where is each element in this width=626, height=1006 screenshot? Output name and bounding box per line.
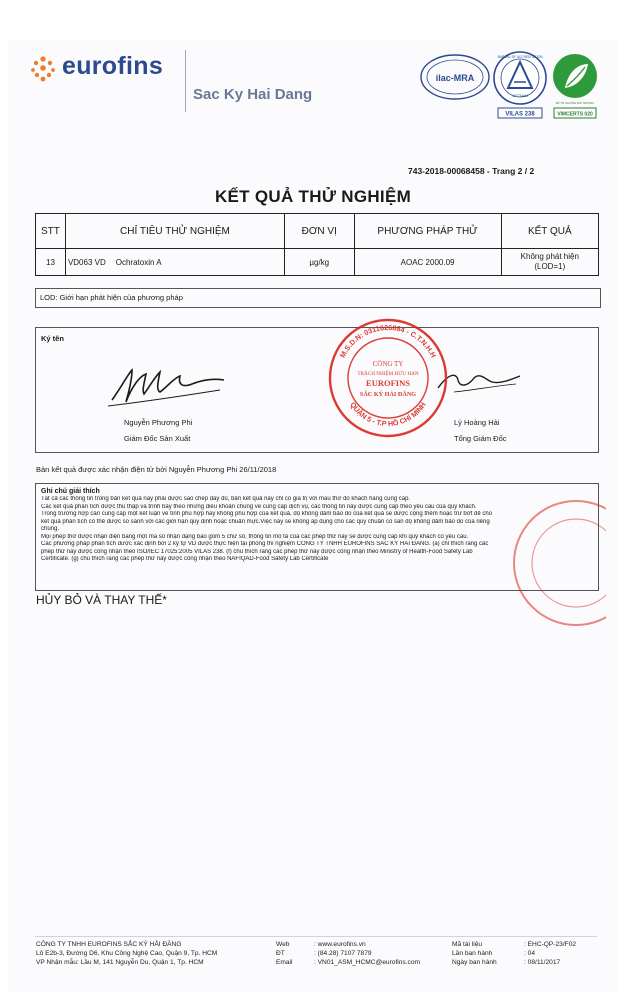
cell-method: AOAC 2000.09 <box>354 249 501 276</box>
eurofins-logo-icon <box>28 54 58 84</box>
logo-divider <box>185 50 186 112</box>
note-line: chúng. <box>41 526 60 532</box>
footer-email-label: Email <box>276 959 293 966</box>
left-signer-name: Nguyễn Phương Phi <box>124 418 193 427</box>
lod-note: LOD: Giới hạn phát hiện của phương pháp <box>35 288 601 308</box>
report-number: 743-2018-00068458 - Trang 2 / 2 <box>408 166 535 176</box>
footer-phone-label: ĐT <box>276 950 285 957</box>
cell-test-name: Ochratoxin A <box>108 249 285 276</box>
note-line: Các phương pháp phân tích được xác định bởi 2 ký tự VD được thực hiện tại phòng thí nghiệm CÔNG TY TNHH EUROFINS SẮC KÝ HẢI ĐĂNG. (a) chỉ thích rằng các <box>41 541 489 547</box>
seal-line-4: SẮC KÝ HẢI ĐĂNG <box>359 391 417 398</box>
seal-ring-bottom-text: QUẬN 5 - T.P HỒ CHÍ MINH <box>348 400 428 429</box>
note-line: Các kết quả phân tích được thu thập và trình bày theo những điều khoản chung về cung cấp dịch vụ, các thông tin này được cung cấp theo yêu cầu của quý khách. <box>41 503 477 510</box>
right-signer-name: Lý Hoàng Hải <box>454 418 500 427</box>
note-line: Mọi phép thử được nhận diện bằng một mã số nhận dạng bao gồm 5 chữ số, thông tin mô tả của các phép thử này sẽ được cung cấp khi quý khách có yêu cầu. <box>41 533 469 540</box>
note-line: phép thử này được công nhận theo ISO/IEC 17025:2005 VILAS 238. (f) chú thích rằng các phép thử này được công nhận theo Ministry of Health-Food Safety Lab <box>41 548 473 555</box>
cell-code: VD063 VD <box>65 249 107 276</box>
boa-text: BUREAU OF ACCREDITATION <box>497 55 543 59</box>
header-method: PHƯƠNG PHÁP THỬ <box>354 214 501 249</box>
cell-unit: µg/kg <box>284 249 354 276</box>
left-signature-image <box>102 356 232 412</box>
footer-issue-date-label: Ngày ban hành <box>452 959 497 966</box>
footer-edition-label: Lần ban hành <box>452 950 493 957</box>
footer-issue-date: : 08/11/2017 <box>524 959 561 966</box>
footer-email-link[interactable]: : VN01_ASM_HCMC@eurofins.com <box>314 959 420 966</box>
footer-edition: : 04 <box>524 950 535 957</box>
electronic-confirmation: Bản kết quả được xác nhận điện tử bởi Nguyễn Phương Phi 26/11/2018 <box>36 465 277 474</box>
footer-contact-labels <box>276 940 293 967</box>
document-page <box>8 40 618 992</box>
note-line: Trong trường hợp cần cung cấp một kết luận về tính phù hợp hay không phù hợp của kết quả, độ không đảm bảo đo của kết quả sẽ được cộng thêm hoặc trừ bớt để cho <box>41 511 493 517</box>
seal-ring-text: M.S.D.N: 0311626884 - C.T.N.H.H <box>337 322 439 360</box>
note-line: kết quả phân tích có thể được so sánh với các giới hạn quy định hoặc chuẩn mực.Việc này sẽ không áp dụng cho các quy chuẩn có sẵn độ không đảm bảo đo của riêng <box>41 518 490 525</box>
header-unit: ĐƠN VỊ <box>284 214 354 249</box>
footer-doc-code: : EHC-QP-23/F02 <box>524 941 577 948</box>
vimcerts-text: VIMCERTS 020 <box>557 111 593 118</box>
header-test-item: CHỈ TIÊU THỬ NGHIỆM <box>65 214 284 249</box>
footer-phone: : (84.28) 7107 7879 <box>314 950 372 957</box>
footer-doc-values <box>524 940 576 967</box>
footer-contact-values <box>314 940 420 967</box>
note-line: Tất cả các thông tin trong bản kết quả này phải được sao chép đầy đủ, bản kết quả này chỉ có giá trị với mẫu thử do khách hàng cung cấp. <box>41 496 411 502</box>
footer-company <box>36 940 217 967</box>
boa-badge <box>492 50 548 122</box>
partial-seal-mark <box>486 488 606 638</box>
header-stt: STT <box>36 214 66 249</box>
left-signer-position: Giám Đốc Sản Xuất <box>124 434 191 443</box>
ilac-text: ilac-MRA <box>435 73 475 83</box>
vimcerts-badge <box>550 50 600 122</box>
signature-label: Ký tên <box>41 334 64 343</box>
cancel-replace-label: HỦY BỎ VÀ THAY THẾ* <box>36 593 167 607</box>
svg-text:M.S.D.N: 0311626884 - C.T.N.H. <box>338 323 438 359</box>
vimcerts-top-text: BỘ TÀI NGUYÊN MÔI TRƯỜNG <box>555 102 595 105</box>
right-signer-position: Tổng Giám Đốc <box>454 434 507 443</box>
boa-country: VIETNAM <box>512 94 528 98</box>
vilas-text: VILAS 238 <box>505 111 535 118</box>
footer-divider <box>35 936 597 937</box>
note-line: Certificate. (g) chú thích rằng các phép thử này được công nhận theo NAFIQAD-Food Safety Lab Certificate <box>41 556 329 562</box>
results-table <box>35 213 599 276</box>
seal-line-1: CÔNG TY <box>372 360 404 368</box>
ilac-mra-badge <box>418 52 492 102</box>
cell-stt: 13 <box>36 249 66 276</box>
notes-title: Ghi chú giải thích <box>41 488 100 495</box>
page-title: KẾT QUẢ THỬ NGHIỆM <box>214 187 412 206</box>
footer-office: VP Nhận mẫu: Lầu M, 141 Nguyễn Du, Quận 1, Tp. HCM <box>36 959 204 966</box>
signature-section <box>35 327 599 453</box>
company-seal <box>326 316 450 440</box>
result-line-1: Không phát hiện <box>520 252 579 261</box>
seal-line-2: TRÁCH NHIỆM HỮU HẠN <box>357 371 419 377</box>
table-row <box>36 249 599 276</box>
footer-address: Lô E2b-3, Đường D6, Khu Công Nghệ Cao, Quận 9, Tp. HCM <box>36 950 218 957</box>
svg-text:QUẬN 5 - T.P HỒ CHÍ MINH <box>348 400 427 428</box>
cell-result <box>501 249 598 276</box>
seal-line-3: EUROFINS <box>366 378 410 388</box>
footer-web-label: Web <box>276 941 290 948</box>
footer-web-link[interactable]: : www.eurofins.vn <box>314 941 366 948</box>
brand-name: eurofins <box>62 52 164 80</box>
footer-doc-code-label: Mã tài liệu <box>452 941 483 948</box>
brand-subtitle: Sac Ky Hai Dang <box>193 86 313 103</box>
header-result: KẾT QUẢ <box>501 214 598 249</box>
table-header-row <box>36 214 599 249</box>
footer-company-name: CÔNG TY TNHH EUROFINS SẮC KÝ HẢI ĐĂNG <box>36 941 182 948</box>
footer-doc-labels <box>452 940 497 967</box>
result-line-2: (LOD=1) <box>534 262 566 271</box>
